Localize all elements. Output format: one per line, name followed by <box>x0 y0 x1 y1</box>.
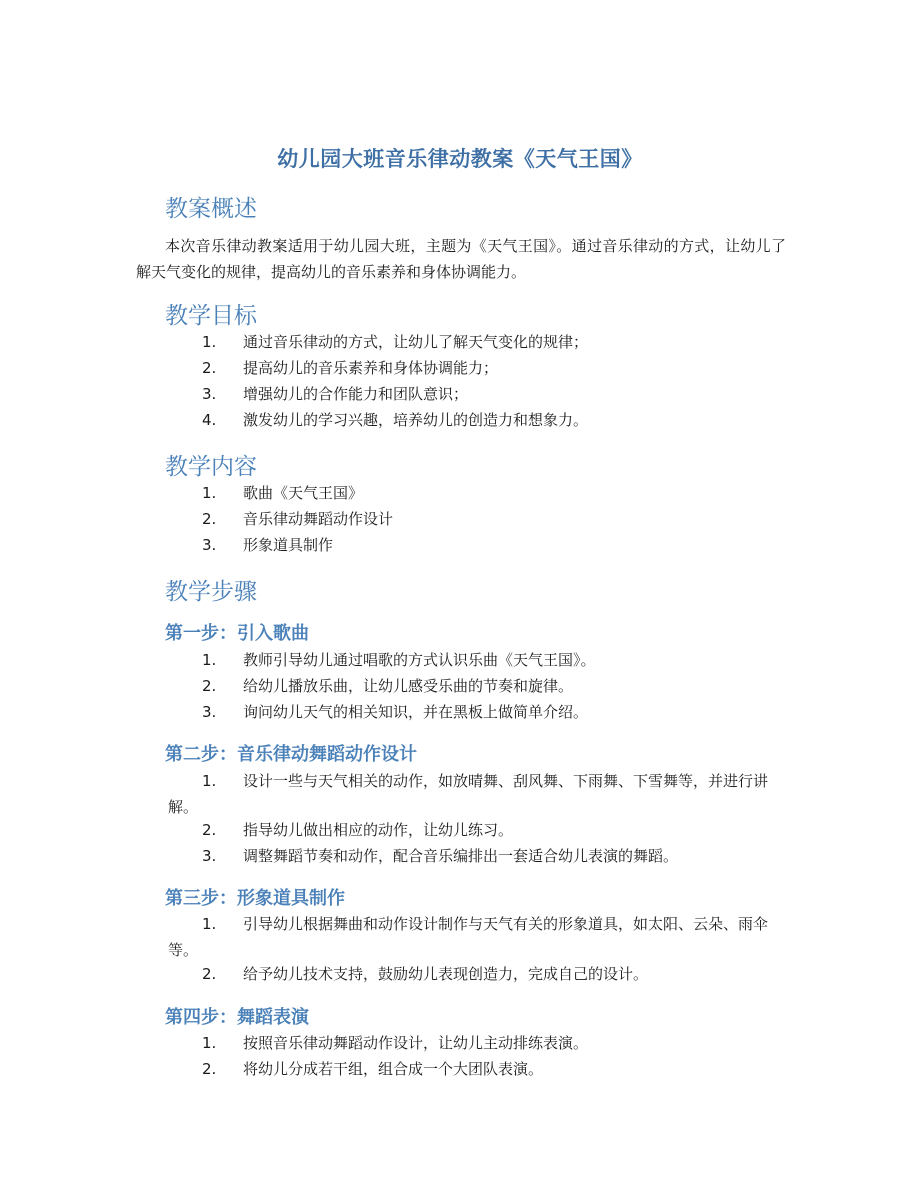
list-item <box>0 1030 920 1056</box>
heading-step2: 第二步：音乐律动舞蹈动作设计 <box>165 744 417 765</box>
list-text: 引导幼儿根据舞曲和动作设计制作与天气有关的形象道具，如太阳、云朵、雨伞等。 <box>168 915 769 959</box>
list-item <box>0 961 920 987</box>
list-text: 歌曲《天气王国》 <box>243 484 364 502</box>
list-number: 2. <box>202 821 217 839</box>
list-item <box>168 768 790 820</box>
list-text: 给予幼儿技术支持，鼓励幼儿表现创造力，完成自己的设计。 <box>243 965 649 983</box>
list-text: 指导幼儿做出相应的动作，让幼儿练习。 <box>243 821 514 839</box>
list-number: 3. <box>202 385 217 403</box>
heading-overview: 教案概述 <box>165 196 257 222</box>
list-item <box>0 1056 920 1082</box>
list-item <box>0 329 920 355</box>
list-item <box>0 407 920 433</box>
heading-step4: 第四步：舞蹈表演 <box>165 1007 309 1028</box>
list-item <box>0 843 920 869</box>
list-text: 调整舞蹈节奏和动作，配合音乐编排出一套适合幼儿表演的舞蹈。 <box>243 847 679 865</box>
list-text: 按照音乐律动舞蹈动作设计，让幼儿主动排练表演。 <box>243 1034 589 1052</box>
list-number: 1. <box>202 651 217 669</box>
list-text: 形象道具制作 <box>243 536 334 554</box>
list-number: 4. <box>202 411 217 429</box>
heading-content: 教学内容 <box>165 454 257 480</box>
list-item <box>0 381 920 407</box>
list-number: 3. <box>202 703 217 721</box>
heading-step1: 第一步：引入歌曲 <box>165 623 309 644</box>
list-item <box>0 699 920 725</box>
list-number: 1. <box>202 772 217 790</box>
list-item <box>0 506 920 532</box>
overview-paragraph: 本次音乐律动教案适用于幼儿园大班，主题为《天气王国》。通过音乐律动的方式，让幼儿了解天气变化的规律，提高幼儿的音乐素养和身体协调能力。 <box>136 237 786 281</box>
list-item <box>0 532 920 558</box>
list-item <box>168 911 790 963</box>
document-title: 幼儿园大班音乐律动教案《天气王国》 <box>277 147 643 171</box>
list-text: 设计一些与天气相关的动作，如放晴舞、刮风舞、下雨舞、下雪舞等，并进行讲解。 <box>168 772 769 816</box>
list-text: 提高幼儿的音乐素养和身体协调能力； <box>243 359 499 377</box>
list-number: 1. <box>202 1034 217 1052</box>
list-number: 1. <box>202 915 217 933</box>
list-number: 3. <box>202 536 217 554</box>
list-text: 增强幼儿的合作能力和团队意识； <box>243 385 469 403</box>
list-text: 激发幼儿的学习兴趣，培养幼儿的创造力和想象力。 <box>243 411 589 429</box>
list-number: 2. <box>202 677 217 695</box>
heading-steps: 教学步骤 <box>165 579 257 605</box>
list-item <box>0 647 920 673</box>
list-number: 1. <box>202 484 217 502</box>
list-number: 2. <box>202 1060 217 1078</box>
list-text: 给幼儿播放乐曲，让幼儿感受乐曲的节奏和旋律。 <box>243 677 574 695</box>
list-item <box>0 673 920 699</box>
list-text: 将幼儿分成若干组，组合成一个大团队表演。 <box>243 1060 544 1078</box>
list-item <box>0 480 920 506</box>
heading-goals: 教学目标 <box>165 303 257 329</box>
list-number: 1. <box>202 333 217 351</box>
list-text: 询问幼儿天气的相关知识，并在黑板上做简单介绍。 <box>243 703 589 721</box>
list-number: 2. <box>202 359 217 377</box>
list-text: 教师引导幼儿通过唱歌的方式认识乐曲《天气王国》。 <box>243 651 596 669</box>
list-item <box>0 355 920 381</box>
list-number: 2. <box>202 965 217 983</box>
list-number: 2. <box>202 510 217 528</box>
list-text: 通过音乐律动的方式，让幼儿了解天气变化的规律； <box>243 333 589 351</box>
heading-step3: 第三步：形象道具制作 <box>165 888 345 909</box>
list-number: 3. <box>202 847 217 865</box>
list-text: 音乐律动舞蹈动作设计 <box>243 510 394 528</box>
list-item <box>0 817 920 843</box>
